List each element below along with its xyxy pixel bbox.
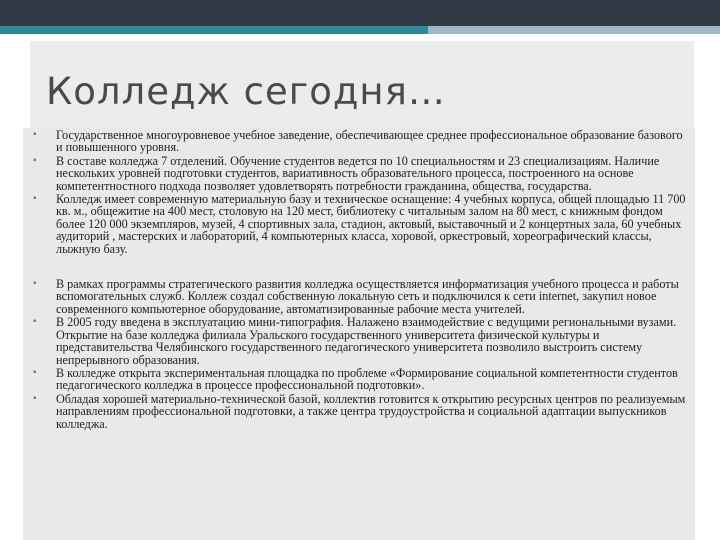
list-item-text: В колледже открыта экспериментальная площадка по проблеме «Формирование социальной компетентности студентов педагогического колледжа в процессе профессиональной подготовки».: [56, 365, 678, 393]
list-item-text: В составе колледжа 7 отделений. Обучение студентов ведется по 10 специальностям и 23 специализациям. Наличие нескольких уровней подготовки студентов, вариативность образовательного процесса, построенного на основе компетентностного подхода позволяет удовлетворять потребности гражданина, общества, государства.: [56, 153, 660, 193]
bullet-icon: ▪: [33, 154, 37, 166]
list-item-text: В рамках программы стратегического развития колледжа осуществляется информатизация учебного процесса и работы вспомогательных служб. Коллеж создал собственную локальную сеть и подключился к сети internet, закупил новое современного компьютерное оборудование, автоматизированные рабочие места учителей.: [56, 277, 679, 316]
bullet-icon: ▪: [33, 392, 37, 404]
list-item-text: Колледж имеет современную материальную базу и техническое оснащение: 4 учебных корпуса, общей площадью 11 700 кв. м., общежитие на 400 мест, столовую на 120 мест, библиотеку с читальным залом на 80 мест, с книжным фондом более 120 000 экземпляров, музей, 4 спортивных зала, стадион, актовый, выставочный и 2 концертных зала, 60 учебных аудиторий , мастерских и лабораторий, 4 компьютерных класса, хоровой, оркестровый, хореографический классы, лыжную базу.: [56, 192, 686, 256]
slide-title: Колледж сегодня…: [46, 70, 446, 113]
top-bar: [0, 0, 720, 26]
list-item: [24, 155, 688, 192]
list-item: [24, 129, 688, 154]
list-item-text: Государственное многоуровневое учебное заведение, обеспечивающее среднее профессиональное образование базового и повышенного уровня.: [56, 128, 683, 155]
bullet-icon: ▪: [33, 193, 37, 205]
bullet-icon: ▪: [33, 129, 37, 140]
bullet-icon: ▪: [33, 366, 37, 378]
bullet-icon: ▪: [33, 278, 37, 290]
list-item: [24, 393, 688, 430]
top-accent-stripe: [0, 26, 428, 34]
list-item: [24, 367, 688, 392]
list-item: [24, 278, 688, 315]
group-spacer: [24, 256, 688, 278]
list-item-text: Обладая хорошей материально-технической базой, коллектив готовится к открытию ресурсных центров по реализуемым направлениям профессиональной подготовки, а также центра трудоустройства и социальной адаптации выпускников колледжа.: [56, 391, 686, 431]
slide-content: [24, 129, 688, 431]
bullet-icon: ▪: [33, 316, 37, 328]
list-item-text: В 2005 году введена в эксплуатацию мини-типография. Налажено взаимодействие с ведущими региональными вузами. Открытие на базе колледжа филиала Уральского государственного университета физической культуры и представительства Челябинского государственного педагогического университета позволило выстроить систему непрерывного образования.: [56, 315, 677, 367]
list-item: [24, 316, 688, 366]
list-item: [24, 193, 688, 255]
